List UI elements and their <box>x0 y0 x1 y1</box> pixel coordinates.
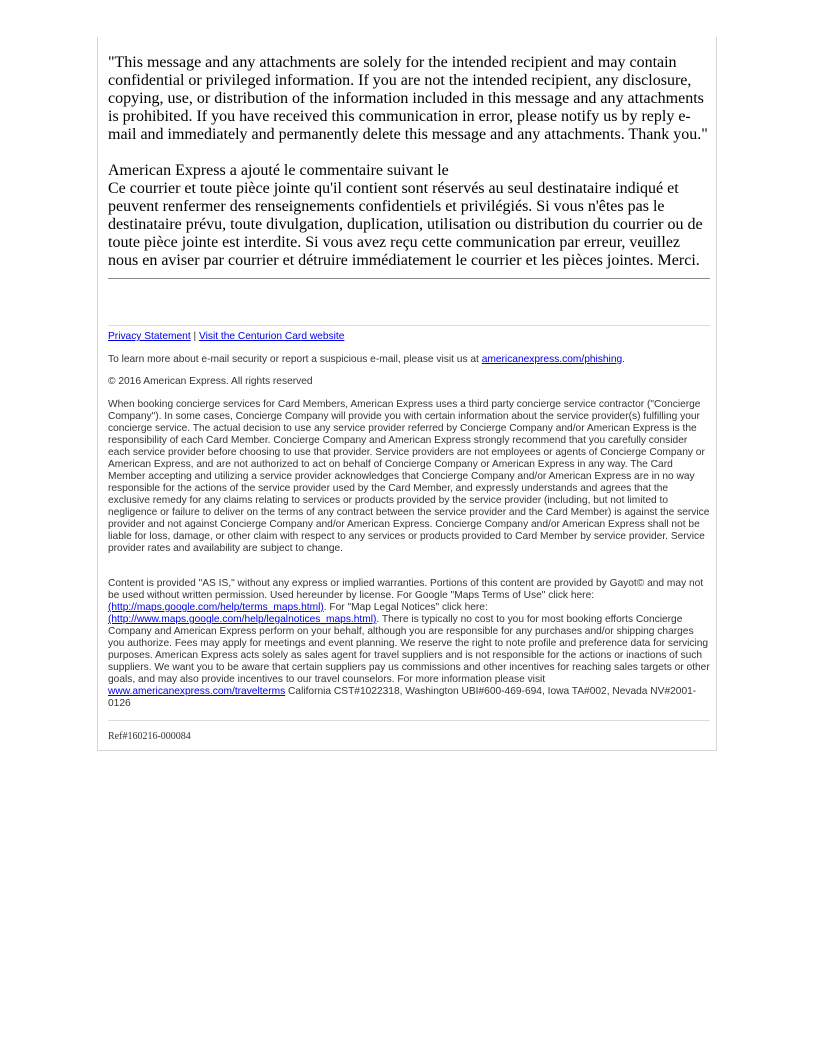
security-notice <box>108 354 710 366</box>
travelterms-link[interactable]: www.americanexpress.com/travelterms <box>108 686 286 697</box>
phishing-link[interactable]: americanexpress.com/phishing <box>481 354 623 365</box>
french-heading: American Express a ajouté le commentaire suivant le <box>108 162 449 179</box>
maps-legal-link[interactable]: (http://www.maps.google.com/help/legalnotices_maps.html) <box>108 614 377 625</box>
french-disclaimer: Ce courrier et toute pièce jointe qu'il contient sont réservés au seul destinataire indiqué et peuvent renfermer des renseignements confidentiels et privilégiés. Si vous n'êtes pas le destinataire prévu, toute divulgation, duplication, utilisation ou distribution du courrier ou de toute pièce jointe est interdite. Si vous avez reçu cette communication par erreur, veuillez nous en aviser par courrier et détruire immédiatement le courrier et les pièces jointes. Merci. <box>108 180 703 269</box>
content-text-2: . For "Map Legal Notices" click here: <box>323 602 488 613</box>
privacy-statement-link[interactable]: Privacy Statement <box>108 331 191 342</box>
centurion-website-link[interactable]: Visit the Centurion Card website <box>199 331 345 342</box>
disclaimer-section <box>108 54 710 270</box>
email-body-card <box>97 37 717 751</box>
copyright: © 2016 American Express. All rights reserved <box>108 376 313 387</box>
ref-divider <box>108 720 710 721</box>
reference-number: Ref#160216-000084 <box>108 731 191 742</box>
security-end: . <box>622 354 625 365</box>
footer-divider <box>108 325 710 326</box>
link-separator: | <box>193 331 197 342</box>
content-disclaimer <box>108 578 710 710</box>
content-text-3: . There is typically no cost to you for most booking efforts Concierge Company and American Express perform on your behalf, although you are responsible for any purchases and/or shipping charges you authorize. Fees may apply for meetings and event planning. We reserve the right to note profile and preference data for servicing purposes. American Express acts solely as sales agent for travel suppliers and is not responsible for the actions or inactions of such suppliers. We want you to be aware that certain suppliers pay us commissions and other incentives for reaching sales targets or other goals, and may also provide incentives to our travel counselors. For more information please visit <box>108 614 710 685</box>
concierge-disclaimer: When booking concierge services for Card Members, American Express uses a third party concierge service contractor ("Concierge Company"). In some cases, Concierge Company will provide you with certain information about the service provider(s) fulfilling your concierge service. The actual decision to use any service provider referred by Concierge Company and/or American Express is the responsibility of each Card Member. Concierge Company and American Express strongly recommend that you carefully consider each service provider before choosing to use that provider. Service providers are not employees or agents of Concierge Company or American Express, and are not authorized to act on behalf of Concierge Company or American Express in any way. The Card Member accepting and utilizing a service provider acknowledges that Concierge Company and/or American Express are in no way responsible for the actions of the service provider used by the Card Member, and expressly understands and agrees that the exclusive remedy for any claims relating to services or products provided by the service provider (including, but not limited to negligence or failure to deliver on the terms of any contract between the service provider and the Card Member) is against the service provider and not against Concierge Company and/or American Express. Concierge Company and/or American Express shall not be liable for loss, damage, or other claim with respect to any services or products provided to Card Member by service provider. Service provider rates and availability are subject to change. <box>108 399 710 554</box>
section-divider <box>108 278 710 279</box>
english-disclaimer: "This message and any attachments are solely for the intended recipient and may contain confidential or privileged information. If you are not the intended recipient, any disclosure, copying, use, or distribution of the information included in this message and any attachments is prohibited. If you have received this communication in error, please notify us by reply e-mail and immediately and permanently delete this message and any attachments. Thank you." <box>108 54 708 143</box>
security-text: To learn more about e-mail security or report a suspicious e-mail, please visit us at <box>108 354 479 365</box>
content-text-4: California CST#1022318, Washington UBI#600-469-694, Iowa TA#002, Nevada NV#2001-0126 <box>108 686 697 709</box>
content-text-1: Content is provided "AS IS," without any express or implied warranties. Portions of this content are provided by Gayot© and may not be used without written permission. Used hereunder by license. For Google "Maps Terms of Use" click here: <box>108 578 704 601</box>
footer-links <box>108 331 710 343</box>
maps-terms-link[interactable]: (http://maps.google.com/help/terms_maps.html) <box>108 602 324 613</box>
